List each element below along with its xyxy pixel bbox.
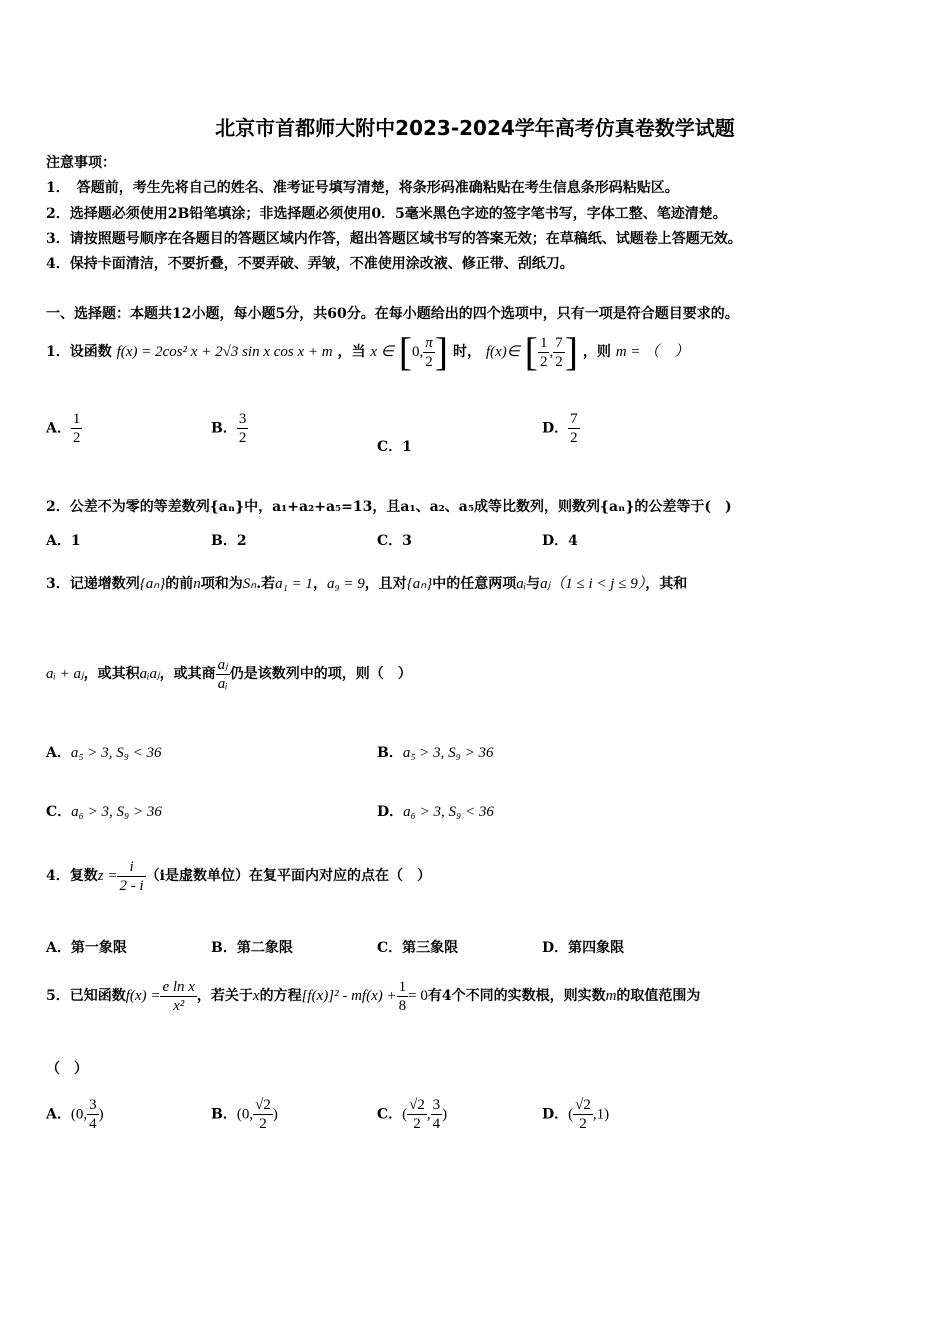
q5-option-c[interactable]: C．( $\frac{√2}{2}$ , $\frac{3}{4}$ ) [377,1097,448,1132]
q1-prefix: 1．设函数 [46,344,112,360]
q3-option-d[interactable]: D．a₆ > 3, S₉ < 36 [377,804,494,820]
page-title: 北京市首都师大附中2023-2024学年高考仿真卷数学试题 [215,116,735,140]
q4-option-c[interactable]: C．第三象限 [377,940,459,956]
q2-option-a[interactable]: A．1 [46,533,81,549]
q2-option-d[interactable]: D．4 [542,533,578,549]
q4-option-b[interactable]: B．第二象限 [211,940,293,956]
q1-interval-start: 0 [412,344,420,360]
question-1: 1．设函数 f(x) = 2cos² x + 2√3 sin x cos x + m ，当 x ∈ [0, $\frac{\pi}{2}$ ] 时， f(x)∈ [ $\frac{1}{2}$ , $\frac{7}{2}$ ] ，则 m = （ ） [46,329,690,374]
note-item-2: 2．选择题必须使用2B铅笔填涂；非选择题必须使用0．5毫米黑色字迹的签字笔书写，字体工整、笔迹清楚。 [46,206,727,222]
notes-heading: 注意事项： [46,155,116,171]
question-3-line-2: aᵢ + aⱼ，或其积aᵢaⱼ，或其商 $\frac{\text{aⱼ}}{\text{aᵢ}}$ 仍是该数列中的项，则（ ） [46,656,412,692]
q4-option-d[interactable]: D．第四象限 [542,940,625,956]
q3-option-a[interactable]: A．a₅ > 3, S₉ < 36 [46,745,162,761]
question-3-line-1: 3．记递增数列{aₙ}的前n项和为Sₙ.若a₁ = 1，a₉ = 9，且对{aₙ}中的任意两项aᵢ与aⱼ（1 ≤ i < j ≤ 9），其和 [46,576,688,592]
q2-option-c[interactable]: C．3 [377,533,412,549]
question-4: 4．复数z = $\frac{i}{2 - i}$ （i是虚数单位）在复平面内对应的点在（ ） [46,858,431,894]
section-heading: 一、选择题：本题共12小题，每小题5分，共60分。在每小题给出的四个选项中，只有一项是符合题目要求的。 [46,306,739,322]
q1-range-end: $\frac{7}{2}$ [555,334,563,370]
question-5: 5．已知函数f(x) = $\frac{\text{e ln x}}{\text{x²}}$ ，若关于x的方程[f(x)]² - mf(x) + $\frac{1}{8}$ = 0有4个不同的实数根，则实数m的取值范围为 [46,978,701,1014]
q1-option-a[interactable]: A． $\frac{1}{2}$ [46,411,81,446]
q1-condition: x ∈ [370,344,394,360]
q1-ask: m = （ ） [615,344,690,360]
q2-option-b[interactable]: B．2 [211,533,247,549]
note-item-1: 1． 答题前，考生先将自己的姓名、准考证号填写清楚，将条形码准确粘贴在考生信息条形码粘贴区。 [46,180,679,196]
q5-option-a[interactable]: A．(0, $\frac{3}{4}$ ) [46,1097,104,1132]
q3-option-b[interactable]: B．a₅ > 3, S₉ > 36 [377,745,494,761]
q1-function: f(x) = 2cos² x + 2√3 sin x cos x + m [116,344,333,360]
q1-mid: 时， [453,344,481,360]
q1-when: ，当 [337,344,366,360]
q4-option-a[interactable]: A．第一象限 [46,940,127,956]
q3-option-c[interactable]: C．a₆ > 3, S₉ > 36 [46,804,162,820]
q1-fx: f(x)∈ [485,344,520,360]
q5-option-b[interactable]: B．(0, $\frac{√2}{2}$ ) [211,1097,278,1132]
q1-interval-end: $\frac{\pi}{2}$ [425,334,433,370]
q1-range-start: $\frac{1}{2}$ [539,334,548,370]
q5-option-d[interactable]: D．( $\frac{√2}{2}$ ,1) [542,1097,610,1132]
q1-option-c[interactable]: C．1 [377,439,412,455]
q1-option-b[interactable]: B． $\frac{3}{2}$ [211,411,247,446]
question-2: 2．公差不为零的等差数列{aₙ}中，a₁+a₂+a₅=13，且a₁、a₂、a₅成等比数列，则数列{aₙ}的公差等于( ) [46,499,732,515]
note-item-3: 3．请按照题号顺序在各题目的答题区域内作答，超出答题区域书写的答案无效；在草稿纸、试题卷上答题无效。 [46,231,742,247]
q5-paren: （ ） [46,1061,88,1077]
q1-option-d[interactable]: D． $\frac{7}{2}$ [542,411,578,446]
note-item-4: 4．保持卡面清洁，不要折叠，不要弄破、弄皱，不准使用涂改液、修正带、刮纸刀。 [46,256,574,272]
q1-tail: ，则 [582,344,611,360]
